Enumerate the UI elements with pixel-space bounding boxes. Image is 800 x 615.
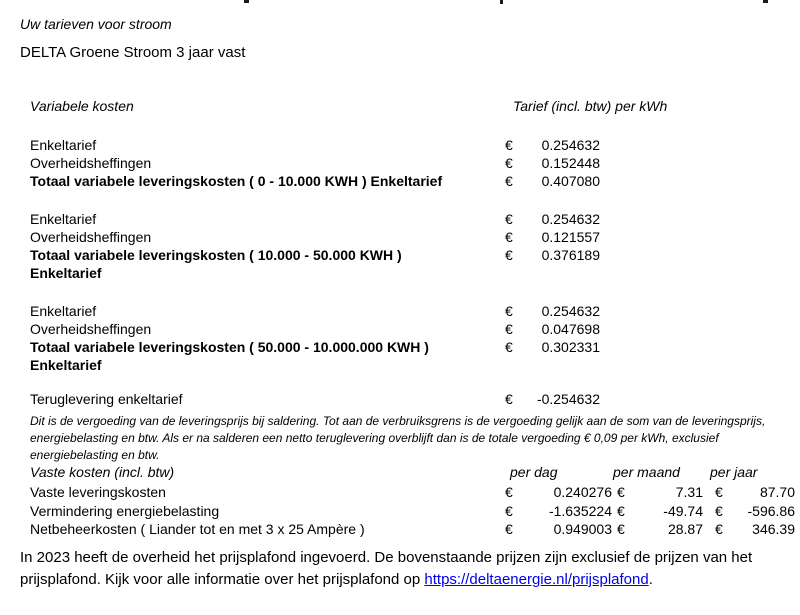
tariff-value: 0.254632 [541,137,600,153]
per-jaar-value: 346.39 [752,521,795,537]
tariff-row-label: Enkeltarief [30,303,97,319]
per-maand-value: -49.74 [663,502,703,519]
euro-symbol: € [505,484,513,500]
fixed-row-label: Vaste leveringskosten [30,484,166,500]
tariff-value: 0.121557 [541,229,600,245]
euro-symbol: € [617,502,625,519]
tariff-group-3 [0,302,800,374]
tariff-row-label-wrap: Enkeltarief [30,265,102,281]
table-row [0,520,800,539]
euro-symbol: € [715,502,723,519]
column-header-per-maand: per maand [613,464,680,480]
table-row-total [0,246,800,282]
fixed-costs-section-title: Vaste kosten (incl. btw) [30,464,175,480]
table-row [0,483,800,502]
fixed-row-label: Vermindering energiebelasting [30,502,220,519]
table-row [0,228,800,246]
tariff-row-label: Totaal variabele leveringskosten ( 0 - 10.000 KWH ) Enkeltarief [30,173,443,189]
note-line: energiebelasting en btw. Als er na salderen een netto teruglevering overblijft dan is de totale vergoeding € 0,09 per kWh, exclusief [30,431,719,445]
tariff-value: 0.047698 [541,321,600,337]
euro-symbol: € [505,137,513,153]
tariff-row-label: Teruglevering enkeltarief [30,391,183,407]
euro-symbol: € [505,391,513,407]
table-row [0,210,800,228]
tariff-value: 0.152448 [541,155,600,171]
tariff-value: 0.254632 [541,211,600,227]
euro-symbol: € [715,484,723,500]
euro-symbol: € [505,229,513,245]
fixed-row-label: Netbeheerkosten ( Liander tot en met 3 x 25 Ampère ) [30,521,365,537]
tariff-row-label: Totaal variabele leveringskosten ( 50.000 - 10.000.000 KWH ) [30,339,429,355]
euro-symbol: € [715,521,723,537]
variable-costs-header [0,98,800,116]
saldering-note [30,413,778,464]
euro-symbol: € [617,521,625,537]
table-row [0,302,800,320]
tariff-row-label-wrap: Enkeltarief [30,357,102,373]
prijsplafond-link[interactable]: https://deltaenergie.nl/prijsplafond [424,571,649,588]
per-dag-value: 0.240276 [553,484,612,500]
tariff-row-label: Totaal variabele leveringskosten ( 10.000 - 50.000 KWH ) [30,247,402,263]
euro-symbol: € [505,247,513,263]
euro-symbol: € [505,211,513,227]
euro-symbol: € [505,339,513,355]
table-row [0,320,800,338]
per-maand-value: 7.31 [675,484,703,500]
tariff-row-label: Enkeltarief [30,211,97,227]
prijsplafond-paragraph [20,547,782,591]
per-maand-value: 28.87 [667,521,703,537]
fixed-costs-header [0,464,800,482]
footer-text-line1: In 2023 heeft de overheid het prijsplafond ingevoerd. De bovenstaande prijzen zijn exclusief de prijzen van het [20,549,753,566]
euro-symbol: € [505,173,513,189]
tariff-row-label: Enkeltarief [30,137,97,153]
euro-symbol: € [505,155,513,171]
per-dag-value: 0.949003 [553,521,612,537]
euro-symbol: € [505,303,513,319]
tariff-row-label: Overheidsheffingen [30,321,152,337]
tariff-column-header: Tarief (incl. btw) per kWh [513,98,668,114]
table-row [0,390,800,408]
variable-costs-section-title: Variabele kosten [30,98,134,114]
table-row [0,136,800,154]
per-dag-value: -1.635224 [548,502,612,519]
table-row-total [0,338,800,374]
euro-symbol: € [505,502,513,519]
tariff-value: 0.376189 [541,247,600,263]
fixed-costs-table [0,483,800,539]
clipped-text-fragment [244,0,249,3]
tariff-value: 0.254632 [541,303,600,319]
euro-symbol: € [505,321,513,337]
tariff-value: -0.254632 [536,391,600,407]
column-header-per-jaar: per jaar [710,464,758,480]
per-jaar-value: -596.86 [747,502,795,519]
teruglevering-row [0,390,800,408]
tariff-value: 0.407080 [541,173,600,189]
tariff-row-label: Overheidsheffingen [30,229,152,245]
clipped-text-fragment [500,0,503,4]
tariff-value: 0.302331 [541,339,600,355]
tariff-group-1 [0,136,800,190]
note-line: Dit is de vergoeding van de leveringsprijs bij saldering. Tot aan de verbruiksgrens is de vergoeding gelijk aan de som van de leveringsprijs, [30,414,766,428]
column-header-per-dag: per dag [510,464,558,480]
table-row [0,502,800,521]
footer-text-period: . [648,571,653,588]
euro-symbol: € [617,484,625,500]
intro-title: Uw tarieven voor stroom [20,16,172,32]
euro-symbol: € [505,521,513,537]
tariff-row-label: Overheidsheffingen [30,155,152,171]
note-line: energiebelasting en btw. [30,448,160,462]
tariff-group-2 [0,210,800,282]
table-row [0,154,800,172]
per-jaar-value: 87.70 [759,484,795,500]
clipped-text-fragment [763,0,768,3]
footer-text-line2: prijsplafond. Kijk voor alle informatie over het prijsplafond op [20,571,425,588]
product-name: DELTA Groene Stroom 3 jaar vast [20,44,246,61]
table-row-total [0,172,800,190]
